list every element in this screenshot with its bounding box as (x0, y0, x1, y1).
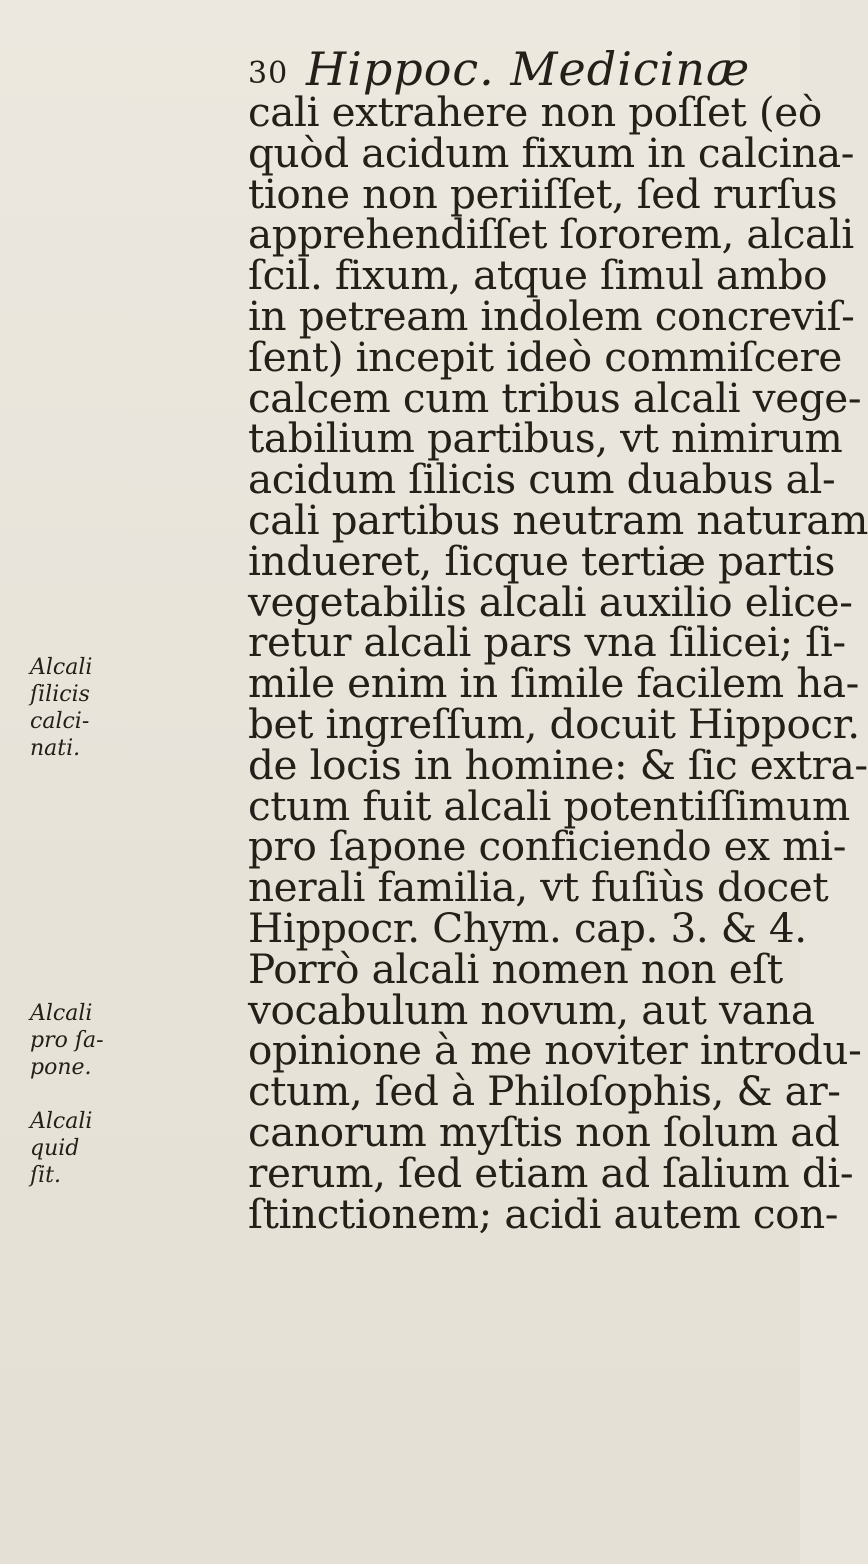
margin-note-line: pro ſa- (30, 1028, 104, 1053)
margin-note-line: ſilicis (30, 682, 90, 707)
text-line: apprehendiſſet ſororem, alcali (248, 210, 854, 259)
text-line: ctum fuit alcali potentiſſimum (248, 781, 850, 830)
margin-note-line: Alcali (30, 1109, 93, 1134)
text-line: cali extrahere non poſſet (eò (248, 88, 822, 136)
text-line: bet ingreſſum, docuit Hippocr. (248, 699, 860, 748)
text-line: vocabulum novum, aut vana (248, 985, 815, 1034)
text-line: indueret, ſicque tertiæ partis (248, 536, 836, 585)
text-line: mile enim in ſimile facilem ha- (248, 659, 859, 708)
text-line: in petream indolem concreviſ- (248, 291, 855, 340)
text-line: ſtinctionem; acidi autem con- (248, 1189, 839, 1238)
text-line: calcem cum tribus alcali vege- (248, 373, 862, 422)
margin-note-alcali-silicis (30, 654, 130, 762)
margin-note-line: Alcali (30, 655, 93, 680)
margin-note-line: nati. (30, 736, 81, 761)
margin-note-alcali-quid-sit (30, 1108, 130, 1189)
text-line: ſcil. fixum, atque ſimul ambo (248, 251, 828, 300)
body-text (248, 88, 868, 1238)
margin-note-line: pone. (30, 1055, 92, 1080)
margin-note-line: calci- (30, 709, 90, 734)
text-line: ſent) incepit ideò commiſcere (248, 332, 843, 381)
text-line: tione non periiſſet, ſed rurſus (248, 169, 838, 218)
page-number: 30 (248, 56, 289, 91)
text-line: vegetabilis alcali auxilio elice- (248, 577, 853, 626)
text-line: ctum, ſed à Philoſophis, & ar- (248, 1067, 841, 1116)
margin-note-alcali-pro-sapone (30, 1000, 130, 1081)
text-line: de locis in homine: & ſic extra- (248, 740, 868, 789)
text-line: pro ſapone conficiendo ex mi- (248, 822, 846, 871)
running-title: Hippoc. Medicinæ (306, 42, 751, 96)
text-line: quòd acidum fixum in calcina- (248, 128, 855, 177)
text-line: canorum myſtis non ſolum ad (248, 1107, 840, 1156)
text-line: acidum ſilicis cum duabus al- (248, 455, 836, 504)
text-line: opinione à me noviter introdu- (248, 1026, 862, 1075)
margin-note-line: Alcali (30, 1001, 93, 1026)
text-line: retur alcali pars vna ſilicei; ſi- (248, 618, 846, 667)
text-line: nerali familia, vt fuſiùs docet (248, 863, 829, 912)
text-line: cali partibus neutram naturam (248, 495, 868, 544)
text-line: Porrò alcali nomen non eſt (248, 944, 783, 993)
text-line: tabilium partibus, vt nimirum (248, 414, 843, 463)
margin-note-line: quid (30, 1136, 80, 1161)
text-line: rerum, ſed etiam ad ſalium di- (248, 1148, 854, 1197)
margin-note-line: ſit. (30, 1163, 62, 1188)
text-line: Hippocr. Chym. cap. 3. & 4. (248, 903, 807, 952)
